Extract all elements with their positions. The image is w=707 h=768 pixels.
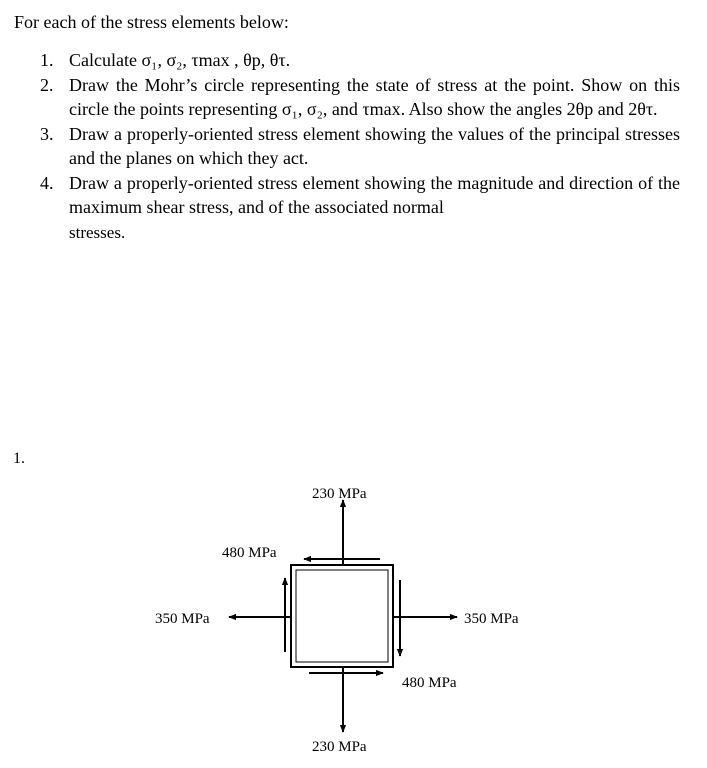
task-text: Draw the Mohr’s circle representing the state of stress at the point. Show on this circle the points representing σ₁, σ₂, and τmax. Also show the angles 2θp and 2θτ.: [69, 74, 680, 119]
problem-number: 1.: [13, 450, 25, 467]
top-normal-stress-label: 230 MPa: [312, 486, 367, 502]
instructions-intro: For each of the stress elements below:: [14, 12, 289, 32]
bottom-shear-stress-label: 480 MPa: [402, 675, 457, 691]
task-text: Draw a properly-oriented stress element showing the values of the principal stresses and the planes on which they act.: [69, 123, 680, 168]
task-text: Draw a properly-oriented stress element showing the magnitude and direction of the maximum shear stress, and of the associated normal: [69, 172, 680, 217]
task-number: 2.: [40, 74, 54, 95]
top-shear-stress-label: 480 MPa: [222, 545, 277, 561]
right-normal-stress-label: 350 MPa: [464, 611, 519, 627]
element-square-outer: [291, 565, 393, 667]
task-number: 1.: [40, 50, 54, 70]
task-text-continuation: stresses.: [69, 222, 126, 242]
element-square-inner: [296, 570, 388, 662]
task-number: 4.: [40, 172, 54, 193]
left-normal-stress-label: 350 MPa: [155, 611, 210, 627]
task-text: Calculate σ₁, σ₂, τmax , θp, θτ.: [69, 50, 291, 70]
task-number: 3.: [40, 123, 54, 144]
bottom-normal-stress-label: 230 MPa: [312, 739, 367, 755]
